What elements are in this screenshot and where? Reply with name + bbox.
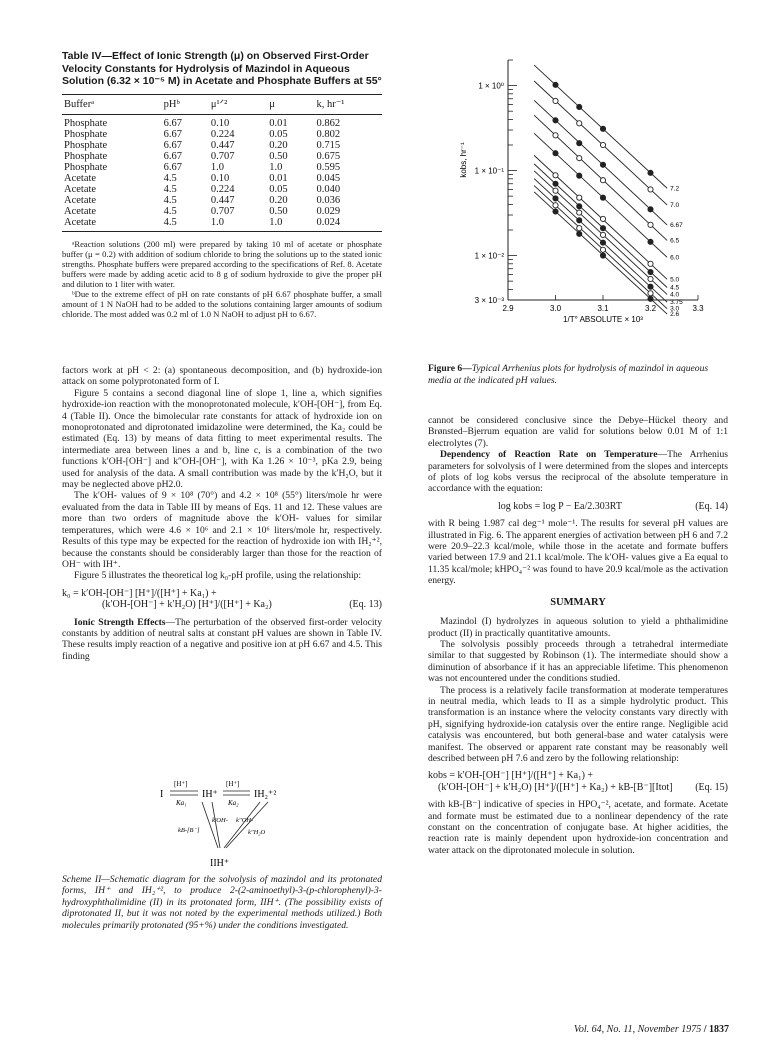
data-point	[577, 173, 582, 178]
table-row	[62, 151, 382, 162]
cell-mu: 0.05	[269, 183, 288, 195]
summary-paragraph-4: with kB-[B⁻] indicative of species in HPO₄⁻², acetate, and formate. Acetate and formate must be estimated due to a nonlinear dependency of the rate constant on the concentration of conjugate base. At higher acidities, the reaction rate is mainly dependent upon hydroxide-ion concentration and water attack on the diprotonated molecule in solution.	[428, 799, 728, 856]
cell-ph: 4.5	[163, 205, 177, 217]
scheme-h2-label: [H⁺]	[226, 780, 240, 788]
data-point	[648, 222, 653, 227]
x-tick-label: 3.3	[692, 304, 704, 313]
scheme-species-ih: IH⁺	[202, 789, 218, 800]
cell-k: 0.029	[316, 205, 341, 217]
series-label: 2.6	[670, 311, 680, 319]
scheme-k2-label: k″OH-	[236, 817, 254, 824]
left-column	[62, 365, 382, 662]
cell-buffer: Acetate	[64, 172, 97, 184]
equation-14	[428, 501, 728, 512]
data-point	[553, 173, 558, 178]
cell-mu: 0.01	[269, 117, 288, 129]
cell-k: 0.595	[316, 161, 341, 173]
data-point	[600, 126, 605, 131]
data-point	[553, 82, 558, 87]
scheme-arrow-ih2-1	[224, 802, 260, 848]
cell-mu-sqrt: 0.707	[210, 150, 235, 162]
data-point	[553, 181, 558, 186]
left-paragraph-4: Figure 5 illustrates the theoretical log k₀-pH profile, using the relationship:	[74, 570, 362, 582]
col-header-buffer: Bufferᵃ	[62, 94, 162, 114]
equation-13	[62, 588, 382, 611]
cell-buffer: Acetate	[64, 205, 97, 217]
data-point	[553, 98, 558, 103]
summary-paragraph-2: The solvolysis possibly proceeds through a tetrahedral intermediate similar to that suggested by Robinson (1). The intermediate should show a diminution of absorbance if it has an appreciable lifetime. This phenomenon was not encountered under the conditions studied.	[428, 638, 728, 685]
scheme-species-iih: IIH⁺	[210, 858, 230, 869]
cell-k: 0.045	[316, 172, 341, 184]
table-row	[62, 195, 382, 206]
cell-buffer: Phosphate	[64, 150, 108, 162]
col-header-ph: pHᵇ	[162, 94, 209, 114]
cell-mu-sqrt: 1.0	[210, 161, 225, 173]
cell-ph: 4.5	[163, 172, 177, 184]
data-point	[648, 170, 653, 175]
data-point	[553, 188, 558, 193]
cell-ph: 6.67	[163, 117, 183, 129]
data-point	[577, 204, 582, 209]
cell-mu-sqrt: 0.447	[210, 139, 235, 151]
data-point	[600, 247, 605, 252]
data-point	[553, 118, 558, 123]
summary-paragraph-1: Mazindol (I) hydrolyzes in aqueous solution to yield a phthalimidine product (II) in practically quantitative amounts.	[428, 616, 728, 639]
scheme-arrow-ih2-2	[226, 802, 268, 848]
table-row	[62, 206, 382, 217]
equation-15-line-1: kobs = k′OH-[OH⁻] [H⁺]/([H⁺] + Ka₁) +	[428, 770, 594, 782]
right-paragraph-3: with R being 1.987 cal deg⁻¹ mole⁻¹. The results for several pH values are illustrated in Fig. 6. The apparent energies of activation between pH 6 and 7.2 were 20.9–22.3 kcal/mole, while those in the acetate and formate buffers varied between 17.9 and 21.1 kcal/mole. The k′OH- values give a Ea equal to 11.35 kcal/mole; kHPO₄⁻² was found to have 20.9 kcal/mole as the activation energy.	[428, 518, 728, 587]
summary-heading: SUMMARY	[550, 596, 606, 608]
summary-paragraph-3: The process is a relatively facile transformation at moderate temperatures in neutral media, which leads to II as a simple hydrolytic product. This transformation is an instance where the velocity constants vary directly with pH, signifying hydroxide-ion catalysis over the entire range. Negligible acid catalysis was encountered, but both general-base and water catalysis were manifest. The observed or apparent rate constant may be reasonably well described between pH 7.6 and zero by the following relationship:	[428, 684, 728, 764]
cell-k: 0.036	[316, 194, 341, 206]
cell-mu: 0.20	[269, 139, 288, 151]
cell-ph: 4.5	[163, 183, 177, 195]
footer-journal: Vol. 64, No. 11, November 1975	[573, 1024, 702, 1035]
equation-13-number: (Eq. 13)	[349, 599, 382, 611]
data-point	[600, 162, 605, 167]
cell-buffer: Phosphate	[64, 139, 108, 151]
table-footnotes	[62, 239, 382, 319]
y-tick-label: 1 × 10⁻²	[474, 251, 504, 261]
cell-ph: 6.67	[163, 150, 183, 162]
cell-mu-sqrt: 0.707	[210, 205, 235, 217]
scheme-k1-label: k′OH-	[212, 817, 228, 824]
data-point	[648, 276, 653, 281]
data-point	[577, 218, 582, 223]
cell-ph: 6.67	[163, 128, 183, 140]
table-row	[62, 217, 382, 232]
section-head-ionic: Ionic Strength Effects	[74, 616, 166, 628]
table-iv-block	[62, 50, 382, 319]
data-point	[553, 203, 558, 208]
data-point	[600, 226, 605, 231]
data-point	[600, 216, 605, 221]
right-paragraph-1: cannot be considered conclusive since the Debye–Hückel theory and Brønsted–Bjerrum equation are valid for solutions below 0.01 M of 1:1 electrolytes (7).	[428, 415, 728, 449]
cell-mu-sqrt: 0.10	[210, 117, 230, 129]
series-label: 7.2	[670, 185, 680, 193]
table-row	[62, 162, 382, 173]
x-tick-label: 2.9	[502, 304, 514, 313]
scheme-k4-label: k″H₂O	[248, 829, 266, 836]
left-paragraph-3: The k′OH- values of 9 × 10⁸ (70°) and 4.2 × 10⁸ (55°) liters/mole hr were evaluated from the data in Table III by means of Eqs. 11 and 12. These values are more than two orders of magnitude above the k′OH- values for similar temperatures, which were 4.6 × 10⁶ and 2.1 × 10⁶ liters/mole hr, respectively. Results of this type may be expected for the reaction of hydroxide ion with IH₂⁺², because the constants should be considerably larger than those for the reaction of OH⁻ with IH⁺.	[62, 490, 382, 570]
figure-caption-text: Typical Arrhenius plots for hydrolysis of mazindol in aqueous media at the indicated pH values.	[428, 363, 709, 386]
scheme-ka1-label: Ka₁	[176, 799, 187, 807]
cell-k: 0.802	[316, 128, 341, 140]
cell-k: 0.715	[316, 139, 341, 151]
equation-13-line-2-row	[62, 599, 382, 610]
cell-mu: 0.01	[269, 172, 288, 184]
cell-buffer: Acetate	[62, 217, 162, 232]
cell-mu: 1.0	[269, 161, 283, 173]
equation-15	[428, 770, 728, 793]
equation-13-line-1: k₀ = k′OH-[OH⁻] [H⁺]/([H⁺] + Ka₁) +	[62, 587, 217, 599]
cell-k: 0.675	[316, 150, 341, 162]
data-point	[600, 195, 605, 200]
figure-caption-lead: Figure 6—	[428, 363, 472, 374]
cell-mu-sqrt: 0.224	[210, 128, 235, 140]
data-point	[648, 284, 653, 289]
equation-14-number: (Eq. 14)	[695, 500, 728, 512]
series-label: 4.0	[670, 291, 680, 299]
equation-15-line-2-row	[428, 782, 728, 793]
data-point	[600, 178, 605, 183]
cell-mu: 0.20	[269, 194, 288, 206]
left-paragraph-1: factors work at pH < 2: (a) spontaneous decomposition, and (b) hydroxide-ion attack on some polyprotonated form of I.	[62, 365, 382, 388]
left-paragraph-5	[62, 617, 382, 663]
cell-buffer: Phosphate	[64, 117, 108, 129]
scheme-species-i: I	[160, 789, 164, 800]
table-row	[62, 184, 382, 195]
scheme-h1-label: [H⁺]	[174, 780, 188, 788]
data-point	[577, 231, 582, 236]
cell-ph: 4.5	[162, 217, 209, 232]
x-axis-label: 1/T° ABSOLUTE × 10³	[563, 315, 643, 324]
section-text-ionic: —The perturbation of the observed first-order velocity constants by addition of neutral salts at constant pH values are shown in Table IV. These results imply reaction of a negative and positive ion at pH 6.67 and 4.5. This finding	[62, 616, 382, 662]
table-row	[62, 173, 382, 184]
scheme-species-ih2: IH₂⁺²	[254, 789, 277, 800]
table-row	[62, 114, 382, 129]
figure-caption	[428, 363, 728, 387]
section-head-temperature: Dependency of Reaction Rate on Temperature	[440, 449, 658, 461]
cell-mu: 1.0	[267, 217, 314, 232]
data-point	[577, 195, 582, 200]
data-point	[648, 291, 653, 296]
scheme-diagram	[122, 778, 322, 870]
data-point	[648, 269, 653, 274]
series-label: 3.0	[670, 305, 680, 313]
data-point	[648, 187, 653, 192]
cell-k: 0.040	[316, 183, 341, 195]
equation-13-line-2: (k′OH-[OH⁻] + k′H₂O) [H⁺]/([H⁺] + Ka₂)	[102, 599, 272, 611]
y-axis-label: kobs, hr⁻¹	[459, 142, 468, 178]
cell-mu-sqrt: 0.224	[210, 183, 235, 195]
page-footer	[574, 1024, 729, 1035]
cell-buffer: Phosphate	[64, 128, 108, 140]
x-tick-label: 3.1	[597, 304, 609, 313]
scheme-ka2-label: Ka₂	[228, 799, 239, 807]
data-point	[600, 232, 605, 237]
table-title: Table IV—Effect of Ionic Strength (μ) on Observed First-Order Velocity Constants for Hydrolysis of Mazindol in Aqueous Solution (6.32 × 10⁻⁵ M) in Acetate and Phosphate Buffers at 55°	[62, 50, 382, 87]
cell-buffer: Acetate	[64, 194, 97, 206]
left-paragraph-2: Figure 5 contains a second diagonal line of slope 1, line a, which signifies hydroxide-ion reaction with the monoprotonated molecule, k′OH-[OH⁻], from Eq. 4 (Table II). Once the bimolecular rate constants for attack of hydroxide ion on monoprotonated and diprotonated imidazoline were determined, the Ka₂ could be estimated (Eq. 13) by means of data fitting to meet experimental results. The intermediate area between lines a and b, line c, is a combination of the two functions k′OH-[OH⁻] and k″OH-[OH⁻], with Ka 1.26 × 10⁻³, pKa 2.9, being used for analysis of the data. A small contribution was made by the k′H₂O, but it may be neglected above pH2.0.	[62, 387, 382, 491]
table-header-row	[62, 94, 382, 114]
data-point	[577, 104, 582, 109]
equation-15-number: (Eq. 15)	[695, 781, 728, 793]
footnote-a: ᵃReaction solutions (200 ml) were prepared by taking 10 ml of acetate or phosphate buffer (μ = 0.2) with addition of sodium chloride to bring the solutions up to the stated ionic strengths. Phosphate buffers were prepared according to the specifications of Ref. 8. Acetate buffers were made by adding acetic acid to 8 g of sodium hydroxide to give the proper pH and dilution to 1 liter with water.	[62, 238, 382, 289]
footnote-b: ᵇDue to the extreme effect of pH on rate constants of pH 6.67 phosphate buffer, a small amount of 1 N NaOH had to be added to the solutions containing larger amounts of sodium chloride. The most added was 0.2 ml of 1.0 N NaOH to adjust pH to 6.67.	[62, 288, 382, 319]
cell-ph: 6.67	[163, 139, 183, 151]
y-tick-label: 3 × 10⁻³	[474, 296, 504, 305]
data-point	[577, 226, 582, 231]
series-label: 6.67	[670, 221, 683, 229]
data-point	[648, 239, 653, 244]
data-point	[648, 261, 653, 266]
scheme-k3-label: kB-[B⁻]	[178, 827, 200, 834]
table-row	[62, 140, 382, 151]
data-point	[553, 151, 558, 156]
right-paragraph-2	[428, 449, 728, 495]
data-point	[553, 133, 558, 138]
data-table	[62, 94, 382, 232]
series-label: 6.0	[670, 254, 680, 262]
series-label: 6.5	[670, 237, 680, 245]
right-column	[428, 415, 728, 856]
equation-15-line-2: (k′OH-[OH⁻] + k′H₂O) [H⁺]/([H⁺] + Ka₂) + kB-[B⁻][Itot]	[438, 781, 673, 793]
series-label: 7.0	[670, 201, 680, 209]
section-text-temperature: —The Arrhenius parameters for solvolysis of I were determined from the slopes and intercepts of plots of log kobs versus the reciprocal of the absolute temperature in accordance with the equation:	[428, 449, 728, 495]
cell-ph: 4.5	[163, 194, 177, 206]
cell-buffer: Acetate	[64, 183, 97, 195]
x-tick-label: 3.2	[644, 304, 657, 313]
scheme-ii	[62, 778, 382, 931]
table-row	[62, 129, 382, 140]
cell-k: 0.862	[316, 117, 341, 129]
data-point	[553, 209, 558, 214]
x-tick-label: 3.0	[549, 304, 562, 313]
series-label: 3.75	[670, 299, 683, 307]
col-header-mu: μ	[267, 94, 314, 114]
cell-mu-sqrt: 0.10	[210, 172, 230, 184]
cell-mu: 0.05	[269, 128, 288, 140]
data-point	[577, 210, 582, 215]
y-tick-label: 1 × 10⁻¹	[474, 166, 504, 176]
series-label: 5.0	[670, 276, 680, 284]
table-body	[62, 114, 382, 231]
data-point	[577, 156, 582, 161]
data-point	[648, 296, 653, 301]
col-header-k: k, hr⁻¹	[314, 94, 382, 114]
cell-mu: 0.50	[269, 205, 288, 217]
cell-k: 0.024	[314, 217, 382, 232]
cell-mu: 0.50	[269, 150, 288, 162]
cell-ph: 6.67	[163, 161, 183, 173]
arrhenius-chart	[448, 50, 748, 350]
equation-14-body: log kobs = log P − Ea/2.303RT	[498, 500, 622, 512]
footer-page-number: / 1837	[703, 1024, 729, 1035]
cell-mu-sqrt: 1.0	[209, 217, 267, 232]
series-label: 4.5	[670, 284, 680, 292]
data-point	[600, 142, 605, 147]
cell-mu-sqrt: 0.447	[210, 194, 235, 206]
scheme-caption: Scheme II—Schematic diagram for the solvolysis of mazindol and its protonated forms, IH⁺ and IH₂⁺², to produce 2-(2-aminoethyl)-3-(p-chlorophenyl)-3-hydroxyphthalimidine (II) in its protonated form, IIH⁺. (The possibility exists of diprotonated II, but it was not noted by the experimental methods utilized.) Both molecules primarily protonated (95+%) under the conditions investigated.	[62, 874, 382, 931]
data-point	[600, 253, 605, 258]
data-point	[553, 196, 558, 201]
y-tick-label: 1 × 10⁰	[478, 81, 504, 91]
data-point	[648, 207, 653, 212]
col-header-mu-sqrt: μ¹ᐟ²	[209, 94, 267, 114]
data-point	[600, 240, 605, 245]
cell-buffer: Phosphate	[64, 161, 108, 173]
data-point	[577, 121, 582, 126]
data-point	[577, 141, 582, 146]
